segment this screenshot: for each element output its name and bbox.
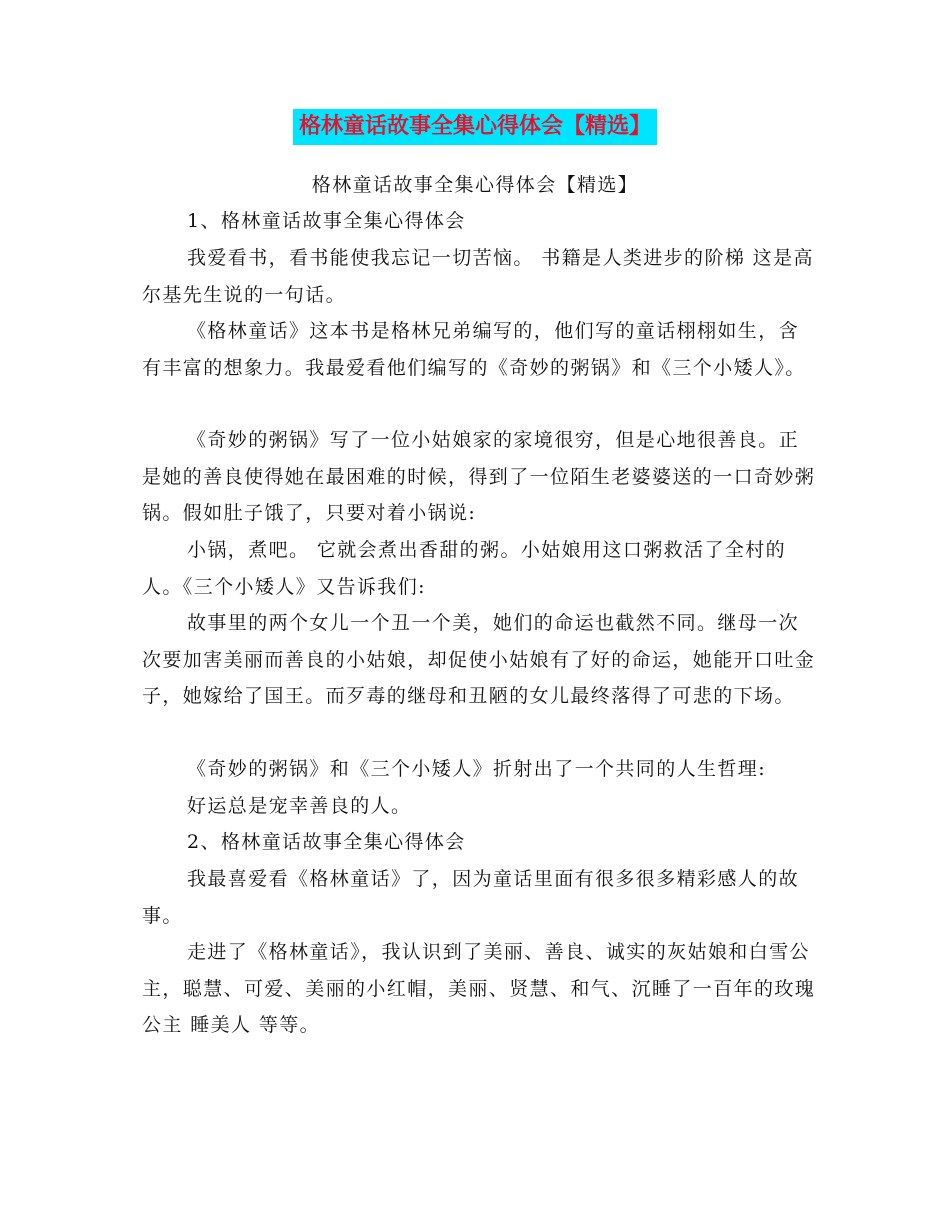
document-title-text: 格林童话故事全集心得体会【精选】 (293, 109, 657, 145)
paragraph: 故事里的两个女儿一个丑一个美，她们的命运也截然不同。继母一次次要加害美丽而善良的小姑娘，却促使小姑娘有了好的命运，她能开口吐金子，她嫁给了国王。而歹毒的继母和丑陋的女儿最终落得了可悲的下场。 (142, 612, 816, 707)
paragraph: 好运总是宠幸善良的人。 (187, 795, 412, 817)
paragraph: 《奇妙的粥锅》写了一位小姑娘家的家境很穷，但是心地很善良。正是她的善良使得她在最困难的时候，得到了一位陌生老婆婆送的一口奇妙粥锅。假如肚子饿了，只要对着小锅说: (142, 429, 816, 524)
paragraph: 走进了《格林童话》，我认识到了美丽、善良、诚实的灰姑娘和白雪公主，聪慧、可爱、美丽的小红帽，美丽、贤慧、和气、沉睡了一百年的玫瑰公主 睡美人 等等。 (142, 941, 816, 1036)
paragraph: 我最喜爱看《格林童话》了，因为童话里面有很多很多精彩感人的故事。 (142, 868, 800, 927)
document-title (0, 108, 950, 148)
document-subtitle: 格林童话故事全集心得体会【精选】 (311, 174, 639, 196)
paragraph: 我爱看书，看书能使我忘记一切苦恼。 书籍是人类进步的阶梯 这是高尔基先生说的一句话。 (142, 247, 814, 306)
section-heading-1: 1、格林童话故事全集心得体会 (187, 210, 466, 232)
paragraph: 《奇妙的粥锅》和《三个小矮人》折射出了一个共同的人生哲理: (187, 758, 767, 780)
section-heading-2: 2、格林童话故事全集心得体会 (187, 831, 466, 853)
paragraph: 小锅，煮吧。 它就会煮出香甜的粥。小姑娘用这口粥救活了全村的人。《三个小矮人》又告诉我们: (142, 539, 787, 598)
paragraph: 《格林童话》这本书是格林兄弟编写的，他们写的童话栩栩如生，含有丰富的想象力。我最爱看他们编写的《奇妙的粥锅》和《三个小矮人》。 (142, 320, 806, 379)
